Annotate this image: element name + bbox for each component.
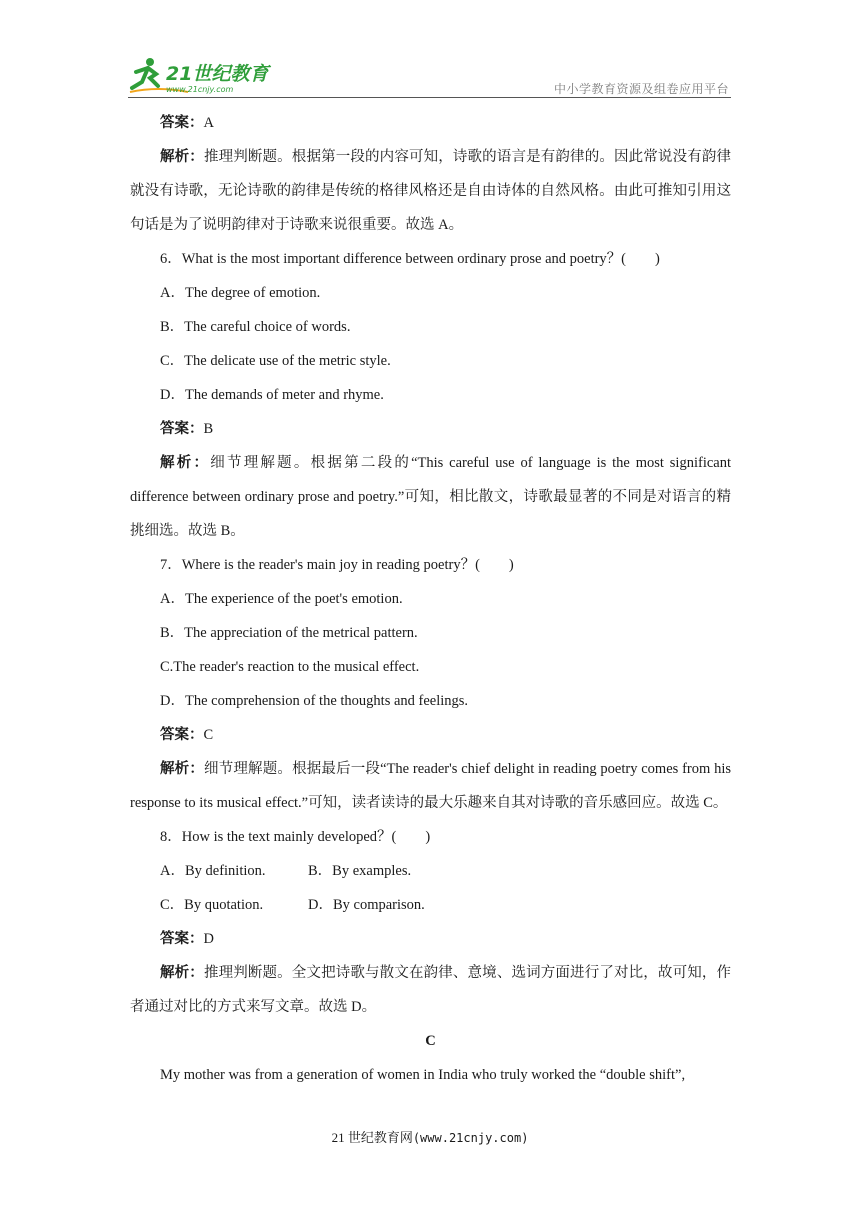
- answer-label: 答案：: [160, 931, 204, 947]
- analysis-text: 推理判断题。根据第一段的内容可知，诗歌的语言是有韵律的。因此常说没有韵律就没有诗歌，无论诗歌的韵律是传统的格律风格还是自由诗体的自然风格。由此可推知引用这句话是为了说明韵律对于诗歌来说很重要。故选 A。: [130, 149, 731, 233]
- answer-text: A: [203, 115, 214, 131]
- analysis-label: 解析：: [160, 761, 205, 777]
- question-stem: 7．Where is the reader's main joy in reading poetry？( ): [160, 557, 514, 573]
- answer-line: [130, 718, 731, 752]
- option-item: B．The careful choice of words.: [160, 319, 351, 335]
- runner-logo-icon: [128, 56, 288, 96]
- answer-label: 答案：: [160, 727, 204, 743]
- footer-site: 21 世纪教育网: [331, 1130, 413, 1145]
- question-stem: 6．What is the most important difference between ordinary prose and poetry？( ): [160, 251, 660, 267]
- option-item: A．The degree of emotion.: [160, 285, 321, 301]
- option-item: D．By comparison.: [308, 897, 425, 913]
- analysis-paragraph: [130, 956, 731, 1024]
- option-item: A．The experience of the poet's emotion.: [160, 591, 403, 607]
- option-item: D．The comprehension of the thoughts and feelings.: [160, 693, 469, 709]
- platform-tagline: 中小学教育资源及组卷应用平台: [553, 82, 729, 96]
- answer-label: 答案：: [160, 421, 204, 437]
- page-header: [128, 52, 731, 98]
- analysis-paragraph: [130, 446, 731, 548]
- question-stem: 8．How is the text mainly developed？( ): [160, 829, 431, 845]
- analysis-label: 解析：: [160, 965, 204, 981]
- answer-text: D: [203, 931, 214, 947]
- analysis-paragraph: [130, 752, 731, 820]
- option-item: D．The demands of meter and rhyme.: [160, 387, 384, 403]
- answer-text: B: [203, 421, 214, 437]
- document-body: [130, 106, 731, 1092]
- option-item: B．The appreciation of the metrical pattern.: [160, 625, 418, 641]
- option-item: B．By examples.: [308, 863, 412, 879]
- answer-text: C: [203, 727, 214, 743]
- answer-line: [130, 922, 731, 956]
- option-item: C．The delicate use of the metric style.: [160, 353, 391, 369]
- option-item: A．By definition.: [160, 863, 266, 879]
- analysis-label: 解析：: [160, 455, 211, 471]
- option-item: C.The reader's reaction to the musical effect.: [160, 659, 420, 675]
- header-divider: [128, 97, 731, 98]
- section-heading: C: [425, 1033, 436, 1049]
- passage-paragraph: My mother was from a generation of women in India who truly worked the “double shift”,: [160, 1067, 686, 1083]
- footer-url: (www.21cnjy.com): [412, 1131, 529, 1145]
- option-row: [130, 854, 731, 888]
- analysis-paragraph: [130, 140, 731, 242]
- answer-line: [130, 412, 731, 446]
- site-logo: [128, 56, 288, 96]
- analysis-text: 细节理解题。根据最后一段“The reader's chief delight in reading poetry comes from his response to its musical effect.”可知，读者读诗的最大乐趣来自其对诗歌的音乐感回应。故选 C。: [130, 761, 731, 811]
- svg-text:www.21cnjy.com: www.21cnjy.com: [166, 85, 234, 94]
- analysis-text: 推理判断题。全文把诗歌与散文在韵律、意境、选词方面进行了对比，故可知，作者通过对比的方式来写文章。故选 D。: [130, 965, 731, 1015]
- option-row: [130, 888, 731, 922]
- page-footer: [0, 1127, 860, 1146]
- option-item: C．By quotation.: [160, 897, 264, 913]
- answer-line: [130, 106, 731, 140]
- analysis-label: 解析：: [160, 149, 204, 165]
- answer-label: 答案：: [160, 115, 204, 131]
- svg-text:21世纪教育: 21世纪教育: [166, 63, 269, 85]
- analysis-text: 细节理解题。根据第二段的“This careful use of language is the most significant difference between ordinary prose and poetry.”可知，相比散文，诗歌最显著的不同是对语言的精挑细选。故选 B。: [130, 455, 731, 539]
